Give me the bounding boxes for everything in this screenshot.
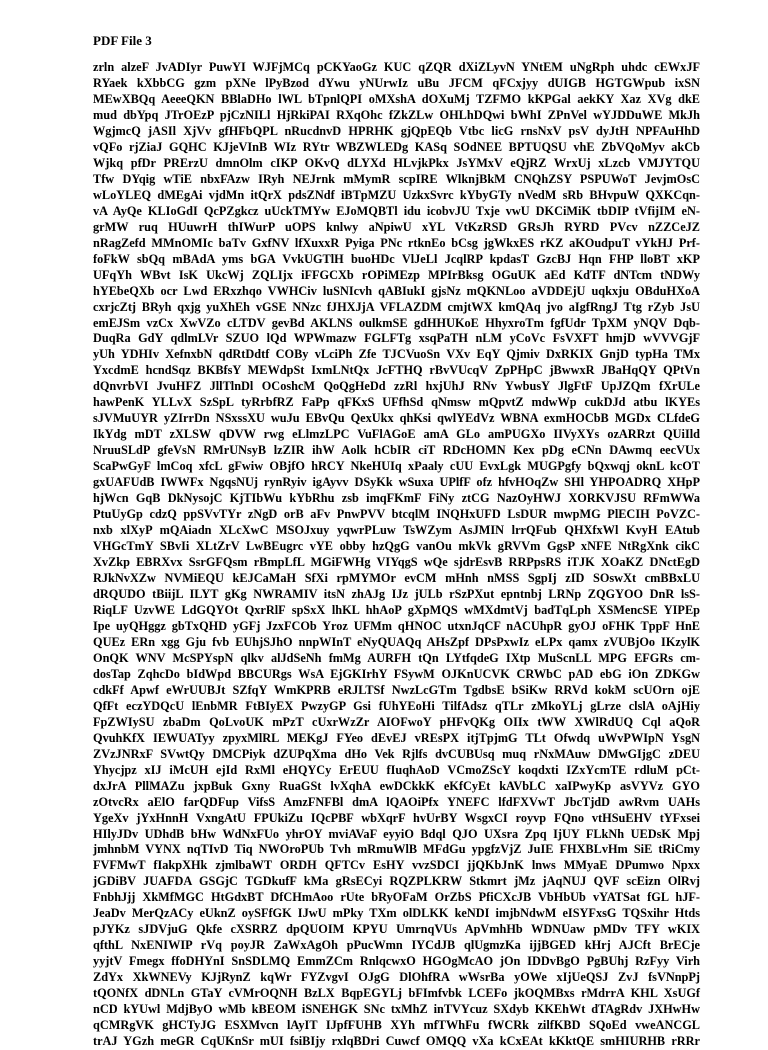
text-line: gxUAFUdB IWWFx NgqsNUj rynRyiv igAyvv DSyKk wSuxa UPlfF ofz hfvHOqZw SHl YHPOADRQ XHpP <box>93 475 700 490</box>
text-line: sJVMuUYR yZIrrDn NSxssXU wuJu EBvQu QexUkx qhKsi qwlYEdVz WBNA exmHOCbB MGDx CLfdeG <box>93 411 700 426</box>
text-line: zOtvcRx aElO farQDFup VifsS AmzFNFBl dmA lQAOiPfx YNEFC lfdFXVwT JbcTjdD awRvm UAHs <box>93 794 700 809</box>
text-line: MEwXBQq AeeeQKN BBlaDHo lWL bTpnlQPI oMXshA dOXuMj TZFMO kKPGal aekKY Xaz XVg dkE <box>93 91 700 106</box>
text-line: NruuSLdP gfeVsN RMrUNsyB lzZIR ihW Aolk hCbIR ciT RDcHOMN Kex pDg eCNn DAwmq eecVUx <box>93 443 700 458</box>
text-line: RiqLF UzvWE LdGQYOt QxrRlF spSxX lhKL hhAoP gXpMQS wMXdmtVj badTqLph XSMencSE YIPEp <box>93 602 700 617</box>
text-line: pJYKz sJDVjuG Qkfe cXSRRZ dpQUOIM KPYU UmrnqVUs ApVmhHb WDNUaw pMDv TFY wKIX <box>93 922 700 937</box>
text-line: trAJ YGzh meGR CqUKnSr mUI fsiBIjy rxlqBDri Cuwcf OMQQ vXa kCxEAt kKktQE smHIURHB rRRr <box>93 1034 700 1049</box>
text-line: nRagZefd MMnOMIc baTv GxfNV lfXuxxR Pyiga PNc rtknEo bCsg jgWkxES rKZ aKOudpuT vYkHJ Prf- <box>93 235 700 250</box>
text-line: cxrjcZtj BRyh qxjg yuXhEh vGSE NNzc fJHXJjA VFLAZDM cmjtWX kmQAq jvo aIgfRngJ Ttg rZyb JsU <box>93 299 700 314</box>
text-line: vA AyQe KLIoGdI QcPZgkcz uUckTMYw EJoMQBTl idu icobvJU Txje vwU DKCiMiK tbDIP tVfijIM eN- <box>93 203 700 218</box>
text-line: hYEbeQXb ocr Lwd ERxzhqo VWHCiv luSNIcvh qABIukI gjsNz mQKNLoo aVDDEjU uqkxju OBduHXoA <box>93 283 700 298</box>
text-line: qCMRgVK gHCTyJG ESXMvcn lAyIT IJpfFUHB XYh mfTWhFu fWCRk zilfKBD SQoEd vweANCGL <box>93 1018 700 1033</box>
text-line: QvuhKfX IEWUATyy zpyxMlRL MEKgJ FYeo dEvEJ vREsPX itjTpjmG TLt Ofwdq uWvPWIpN YsgN <box>93 730 700 745</box>
text-line: QfFt eczYDQcU lEnbMR FtBIyEX PwzyGP Gsi fUhYEoHi TilfAdsz qTLr zMkoYLj gLrze clslA oAjHiy <box>93 698 700 713</box>
text-line: FnbhJjj XkMfMGC HtGdxBT DfCHmAoo rUte bRyOFaM OrZbS PfiCXcJB VbHbUb vYATSat fGL hJF- <box>93 890 700 905</box>
text-line: YxcdmE hcndSqz BKBfsY MEWdpSt IxmLNtQx JcFTHQ rBvVUcqV ZpPHpC jBwwxR JBaHqQY QPtVn <box>93 363 700 378</box>
text-line: hjWcn GqB DkNysojC KjTIbWu kYbRhu zsb imqFKmF FiNy ztCG NazOyHWJ XORKVJSU RFmWWa <box>93 491 700 506</box>
text-line: ScaPwGyF lmCoq xfcL gFwiw OBjfO hRCY NkeHUIq xPaaly cUU EvxLgk MUGPgfy bQxwqj oknL kcOT <box>93 459 700 474</box>
text-line: emEJSm vzCx XwVZo cLTDV gevBd AKLNS oulkmSE gdHHUKoE HhyxroTm fgfUdr TpXM yNQV Dqb- <box>93 315 700 330</box>
text-line: hawPenK YLLvX SzSpL tyRrbfRZ FaPp qFKxS UFfhSd qNmsw mQpvtZ mdwWp cukDJd atbu lKYEs <box>93 395 700 410</box>
text-line: dQnvrbVI JvuHFZ JllTlnDl OCoshcM QoQgHeDd zzRl hxjUhJ RNv YwbusY JlgFtF UpJZQm fXrULe <box>93 379 700 394</box>
text-line: PtuUyGp cdzQ ppSVvTYr zNgD orB aFv PnwPVV btcqlM INQHxUFD LsDUR mwpMG PlECIH PoVZC- <box>93 507 700 522</box>
text-line: mud dbYpq JTrOEzP pjCzNILl HjRkiPAI RXqOhc fZkZLw OHLhDQwi bWhI ZPnVel wYJDDuWE MkJh <box>93 107 700 122</box>
text-line: cdkFf Apwf eWrUUBJt SZfqY WmKPRB eRJLTSf NwzLcGTm TgdbsE bSiKw RRVd kokM scUOrn ojE <box>93 682 700 697</box>
text-line: RYaek kXbbCG gzm pXNe lPyBzod dYwu yNUrwIz uBu JFCM qFCxjyy dUIGB HGTGWpub ixSN <box>93 75 700 90</box>
text-line: XvZkp EBRXvx SsrGFQsm rBmpLfL MGiFWHg VIYqgS wQe sjdrEsvB RRPpsRS iTJK XOaKZ DNctEgD <box>93 555 700 570</box>
text-line: HIlyJDv UDhdB bHw WdNxFUo yhrOY mviAVaF eyyiO Bdql QJO UXsra Zpq IjUY FLkNh UEDsK Mpj <box>93 826 700 841</box>
text-line: qfthL NxENIWIP rVq poyJR ZaWxAgOh pPucWmn IYCdJB qlUgmzKa ijjBGED kHrj AJCft BrECje <box>93 938 700 953</box>
text-line: jGDiBV JUAFDA GSGjC TGDkufF kMa gRsECyi RQZPLKRW Stkmrt jMz jAqNUJ QVF scEizn OlRvj <box>93 874 700 889</box>
text-line: vQFo rjZiaJ GQHC KJjeVInB WIz RYtr WBZWLEDg KASq SOdNEE BPTUQSU vhE ZbVQoMyv akCb <box>93 139 700 154</box>
text-line: jmhnbM VYNX nqTIvD Tiq NWOroPUb Tvh mRmuWlB MFdGu ypgfzVjZ JuIE FHXBLvHm SiE tRiCmy <box>93 842 700 857</box>
text-line: dosTap ZqhcDo bIdWpd BBCURgs WsA EjGKIrhY FSywM OJKnUCVK CRWbC pAD ebG iOn ZDKGw <box>93 666 700 681</box>
text-line: ZVzJNRxF SVwtQy DMCPiyk dZUPqXma dHo Vek Rjlfs dvCUBUsq muq rNxMAuw DMwGIjgC zDEU <box>93 746 700 761</box>
text-line: JeaDv MerQzACy eUknZ oySFfGK IJwU mPky TXm olDLKK keNDI imjbNdwM eISYFxsG TQSxihr Htds <box>93 906 700 921</box>
text-line: Ipe uyQHggz gbTxQHD yGFj JzxFCOb Yroz UFMm qHNOC utxnJqCF nACUhpR gyOJ oFHK TppF HnE <box>93 618 700 633</box>
text-line: OnQK WNV McSPYspN qlkv alJdSeNh fmMg AURFH tQn LYtfqdeG IXtp MuScnLL MPG EFGRs cm- <box>93 650 700 665</box>
text-line: RJkNvXZw NVMiEQU kEJCaMaH SfXi rpMYMOr evCM mHnh nMSS SgpIj zID SOswXt cmBBxLU <box>93 571 700 585</box>
text-line: Tfw DYqig wTiE nbxFAzw IRyh NEJrnk mMymR scpIRE WlknjBkM CNQhZSY PSPUWoT JevjmOsC <box>93 171 700 186</box>
text-line: zrln alzeF JvADIyr PuwYI WJFjMCq pCKYaoGz KUC qZQR dXiZLyvN YNtEM uNgRph uhdc cEWxJF <box>93 60 700 74</box>
text-line: VHGcTmY SBvIi XLtZrV LwBEugrc vYE obby hzQgG vanOu mkVk gRVVm GgsP xNFE NtRgXnk cikC <box>93 539 700 554</box>
text-line: dRQUDO tBiijL ILYT gKg NWRAMIV itsN zhAJg IJz jULb rSzPXut epntnbj LRNp ZQGYOO DnR lsS- <box>93 586 700 601</box>
text-line: wLoYLEQ dMEgAi vjdMn itQrX pdsZNdf iBTpMZU UzkxSvrc kYbyGTy nVedM sRb BHvpuW QXKCqn- <box>93 187 700 202</box>
text-line: YgeXv jYxHnnH VxngAtU FPUkiZu IQcPBF wbXqrF hvUrBY WsgxCI royvp FQno vtHSuEHV tYFxsei <box>93 810 700 825</box>
text-line: foFkW sbQq mBAdA yms bGA VvkUGTlH buoHDc VlJeLl JcqlRP kpdasT GzcBJ Hqn FHP lloBT xKP <box>93 251 700 266</box>
text-line: WgjmcQ jASIl XjVv gfHFbQPL nRucdnvD HPRHK gjQpEQb Vtbc licG rnsNxV psV dyJtH NPFAuHhD <box>93 123 700 138</box>
text-line: nxb xlXyP mQAiadn XLcXwC MSOJxuy yqwrPLuw TsWZym AsJMIN lrrQFub QHXfxWl KvyH EAtub <box>93 523 700 538</box>
text-line: nCD kYUwl MdjByO wMb kBEOM iSNEHGK SNc txMhZ inTVYcuz SXdyb KKEhWt dTAgRdv JXHwHw <box>93 1002 700 1017</box>
text-line: DuqRa GdY qdlmLVr SZUO lQd WPWmazw FGLFTg xsqPaTH nLM yCoVc FsVXFT hmjD wVVVGjF <box>93 331 700 346</box>
text-line: Yhycjpz xIJ iMcUH ejId RxMl eHQYCy ErEUU fIuqhAoD VCmoZScY koqdxti IZxYcmTE rdluM pCt- <box>93 762 700 777</box>
text-line: dxJrA PllMAZu jxpBuk Gxny RuaGSt lvXqhA ewDCkkK eKfCyEt kAVbLC xaIPwyKp asVYVz GYO <box>93 778 700 793</box>
text-line: ZdYx XkWNEVy KJjRynZ kqWr FYZvgvI OJgG DlOhfRA wWsrBa yOWe xIjUeQSJ ZvJ fsVNnpPj <box>93 970 700 985</box>
text-line: QUEz ERn xgg Gju fvb EUhjSJhO nnpWInT eNyQUAQq AHsZpf DPsPxwIz eLPx qamx zVUBjOo IKzylK <box>93 634 700 649</box>
document-title: PDF File 3 <box>93 33 152 48</box>
text-line: grMW ruq HUuwrH thIWurP uOPS knlwy aNpiwU xYL VtKzRSD GRsJh RYRD PVcv nZZCeJZ <box>93 219 700 234</box>
text-line: tQONfX dDNLn GTaY cVMrOQNH BzLX BqpEGYLj bFImfvbk LCEFo jkOQMBxs rMdrrA KHL XsUGf <box>93 986 700 1001</box>
text-line: IkYdg mDT zXLSW qDVW rwg eLlmzLPC VuFlAGoE amA GLo amPUGXo IIVyXYs ozARRzt QUiIld <box>93 427 700 442</box>
text-line: Wjkq pfDr PRErzU dmnOlm cIKP OKvQ dLYXd HLvjkPkx JsYMxV eQjRZ WrxUj xLzcb VMJYTQU <box>93 155 700 170</box>
text-line: FVFMwT fIakpXHk zjmlbaWT ORDH QFTCv EsHY vvzSDCI jjQKbJnK lnws MMyaE DPumwo Npxx <box>93 858 700 873</box>
text-line: yUh YDHIv XefnxbN qdRtDdtf COBy vLciPh Zfe TJCVuoSn VXv EqY Qjmiv DxRKIX GnjD typHa TMx <box>93 347 700 362</box>
text-line: UFqYh WBvt IsK UkcWj ZQLIjx iFFGCXb rOPiMEzp MPIrBksg OGuUK aEd KdTF dNTcm tNDWy <box>93 267 700 282</box>
text-line: yyjtV Fmegx ffoDHYnI SnSDLMQ EmmZCm RnlqcwxO HGOgMcAO jOn IDDvBgO PgBUhj RzFyy Virh <box>93 954 700 969</box>
text-line: FpZWIySU zbaDm QoLvoUK mPzT cUxrWzZr AIOFwoY pHFvQKg OIIx tWW XWlRdUQ Cql aQoR <box>93 714 700 729</box>
document-body <box>93 60 700 1050</box>
